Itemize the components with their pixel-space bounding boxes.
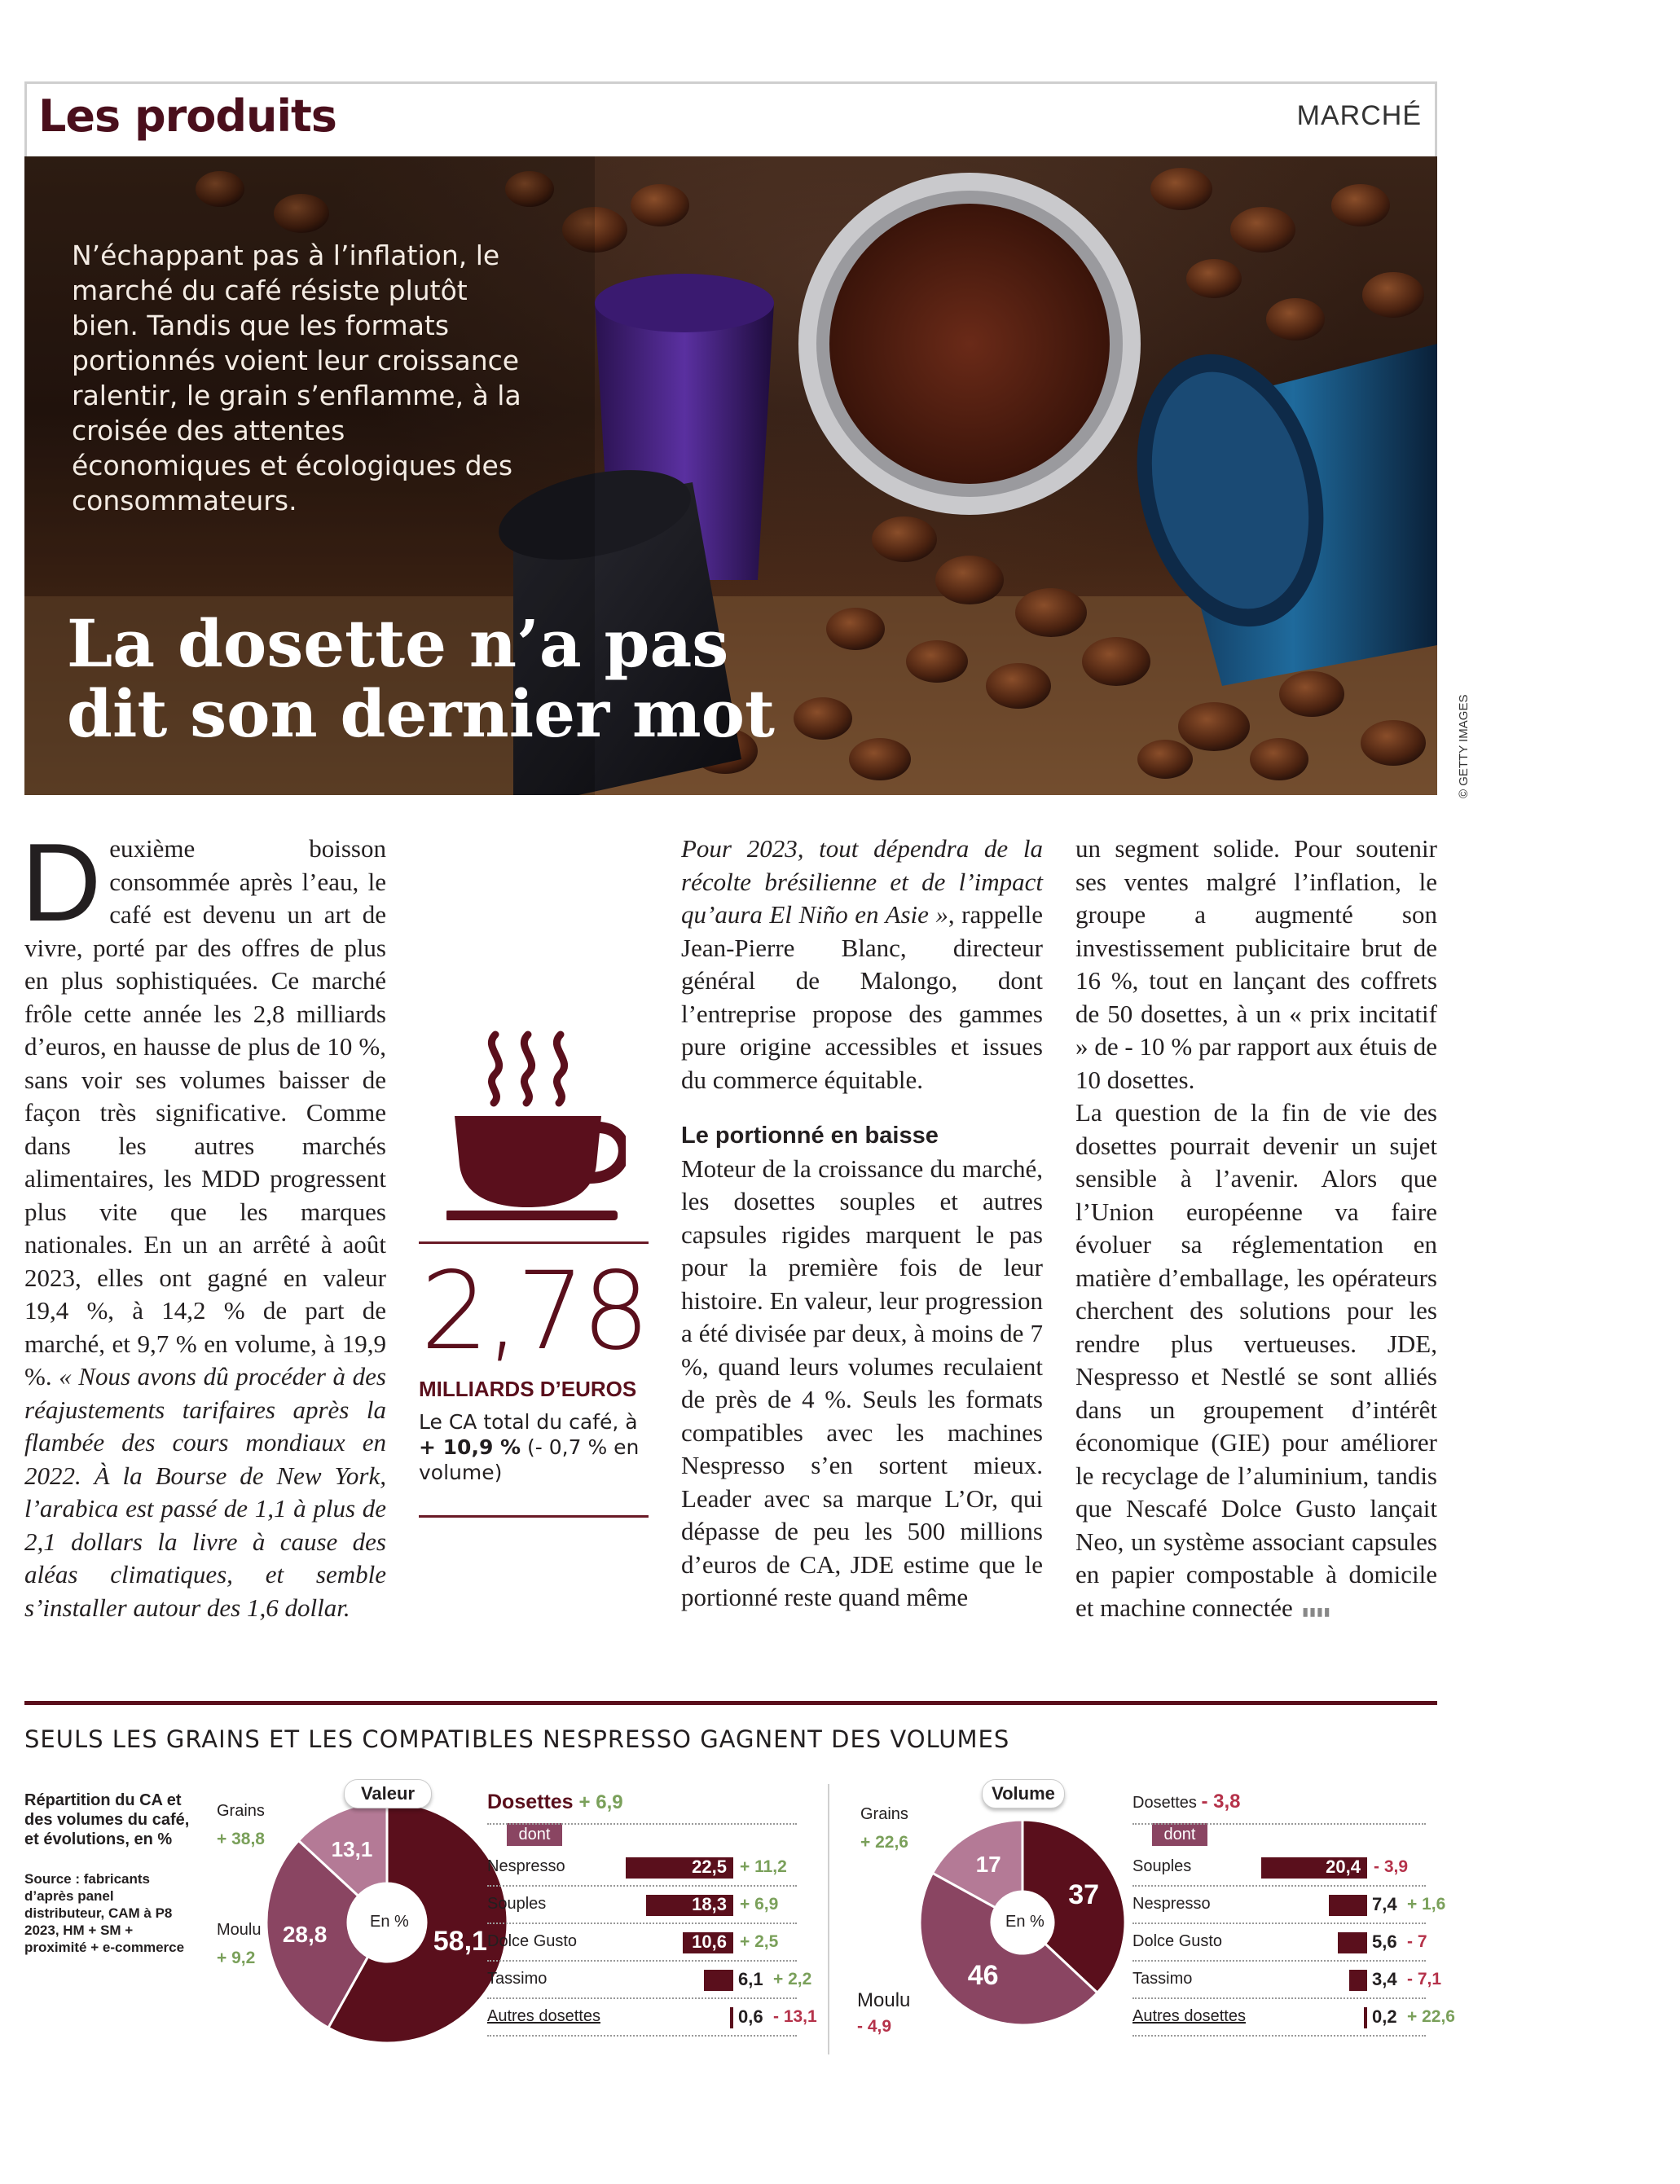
bar-label: Tassimo [487,1970,548,1988]
stat-desc-post: (- 0,7 % en volume) [419,1435,640,1484]
headline-line-2: dit son dernier mot [67,675,775,752]
bar [730,2007,733,2028]
dotted-rule [1132,1823,1426,1825]
volume-panel [839,1776,1455,2061]
bar-change: + 2,2 [773,1970,812,1988]
drop-cap: D [21,820,102,944]
stat-desc-bold: + 10,9 % [419,1435,521,1459]
change-grains: + 38,8 [217,1830,265,1848]
article-column-1 [21,820,386,1624]
bar-label: Souples [1132,1857,1192,1875]
section-header [24,81,1437,156]
donut-value-dosettes: 37 [1068,1879,1100,1911]
infographic-source: Source : fabricants d’après panel distributeur, CAM à P8 2023, HM + SM + proximité + e-commerce [24,1871,185,1955]
stat-description [419,1409,649,1485]
bar [1329,1895,1367,1916]
bar-label: Autres dosettes [487,2007,600,2025]
bar-value: 20,4 [1326,1857,1361,1877]
bar-label: Nespresso [487,1857,565,1875]
value-panel [204,1776,815,2061]
donut-center-label: En % [1005,1913,1045,1931]
key-figure-box [419,1018,649,1523]
dotted-rule [487,1960,797,1962]
donut-value-grains: 13,1 [331,1836,373,1861]
article-paragraph: Moteur de la croissance du marché, les dosettes souples et autres capsules rigides marquent le pas pour la première fois de leur histoire. En valeur, leur progression a été divisée par deux, à moins de 7 %, quand leurs volumes reculaient de près de 4 %. Seuls les formats compatibles avec les machines Nespresso s’en sortent mieux. Leader avec sa marque L’Or, qui dépasse de peu les 500 millions d’euros de CA, JDE estime que le portionné reste quand même [681,1154,1043,1611]
bar-value: 10,6 [692,1931,727,1952]
dotted-rule [1132,1960,1426,1962]
change-moulu: + 9,2 [217,1949,256,1967]
chart-title-pill: Valeur [344,1779,432,1808]
bar-value: 7,4 [1372,1894,1397,1914]
bar [704,1970,733,1991]
bar-value: 5,6 [1372,1931,1397,1952]
change-dosettes: - 3,8 [1201,1791,1241,1813]
dotted-rule [487,2035,797,2037]
donut-value-moulu: 28,8 [282,1921,328,1947]
donut-value-moulu: 46 [967,1959,999,1991]
bar-value: 3,4 [1372,1969,1397,1989]
bar-change: + 1,6 [1407,1895,1446,1914]
dotted-rule [487,1823,797,1825]
article-paragraph: un segment solide. Pour soutenir ses ventes malgré l’inflation, le groupe a augmenté son investissement publicitaire brut de 16 %, tout en lançant des coffrets de 50 dosettes, à un « prix incitatif » de - 10 % par rapport aux étuis de 10 dosettes. [1075,834,1437,1094]
bar-value: 6,1 [738,1969,763,1989]
stat-desc-pre: Le CA total du café, à [419,1410,638,1434]
infographic-title: SEULS LES GRAINS ET LES COMPATIBLES NESPRESSO GAGNENT DES VOLUMES [24,1725,1010,1753]
bar-change: - 3,9 [1374,1857,1409,1876]
bar-value: 0,2 [1372,2006,1397,2027]
bar-label: Nespresso [1132,1895,1211,1913]
bar-change: - 13,1 [773,2007,817,2026]
subheading: Le portionné en baisse [681,1123,939,1149]
bar-value: 22,5 [692,1857,727,1877]
end-of-article-icon: ▮▮▮▮ [1300,1602,1330,1620]
label-dosettes [487,1791,623,1814]
bar [1349,1970,1367,1991]
stat-number: 2,78 [420,1249,647,1374]
dotted-rule [1132,1997,1426,1999]
dont-tag: dont [507,1823,562,1846]
bar [1364,2007,1367,2028]
label-grains: Grains [860,1805,908,1823]
article-column-3 [681,833,1043,1615]
coffee-cup-icon [446,1018,626,1222]
bar-change: + 22,6 [1407,2007,1455,2026]
dotted-rule [487,1923,797,1924]
label-dosettes [1132,1791,1241,1813]
bar-label: Dolce Gusto [487,1932,578,1950]
article-quote: « Nous avons dû procéder à des réajustements tarifaires après la flambée des cours mondiaux en 2022. À la Bourse de New York, l’arabica est passé de 1,1 à plus de 2,1 dollars la livre à cause des aléas climatiques, et semble s’installer autour des 1,6 dollar. [24,1362,386,1622]
photo-credit [1442,694,1471,798]
article-quote-end: Pour 2023, tout dépendra de la récolte brésilienne et de l’impact qu’aura El Niño en Asie » [681,834,1043,929]
article-column-4 [1075,833,1437,1628]
dosettes-name: Dosettes [1132,1794,1202,1812]
dotted-rule [487,1885,797,1887]
bar-change: + 11,2 [740,1857,787,1876]
dont-tag: dont [1152,1823,1207,1846]
bar-value: 0,6 [738,2006,763,2027]
bar [1338,1932,1367,1953]
dotted-rule [487,1997,797,1999]
change-dosettes: + 6,9 [578,1791,623,1813]
bar-label: Dolce Gusto [1132,1932,1223,1950]
label-moulu: Moulu [217,1921,262,1939]
article-paragraph-last [1075,1096,1437,1628]
label-grains: Grains [217,1802,265,1820]
hero-image [24,156,1437,795]
bar-change: + 6,9 [740,1895,779,1914]
article-headline [67,605,800,752]
bar-label: Tassimo [1132,1970,1193,1988]
hero-intro: N’échappant pas à l’inflation, le marché du café résiste plutôt bien. Tandis que les formats portionnés voient leur croissance ralentir, le grain s’enflamme, à la croisée des attentes économiques et écologiques des consommateurs. [72,239,521,516]
change-grains: + 22,6 [860,1833,908,1852]
donut-center-label: En % [370,1913,409,1931]
photo-credit-text: © GETTY IMAGES [1457,694,1471,798]
donut-value-grains: 17 [975,1851,1001,1877]
bar-change: - 7,1 [1407,1970,1442,1988]
article-paragraph-text: La question de la fin de vie des dosettes pourrait devenir un sujet sensible à l’avenir. Alors que l’Union européenne va faire évoluer sa réglementation en matière d’emballage, les opérateurs cherchent des solutions pour les rendre plus vertueuses. JDE, Nespresso et Nestlé se sont alliés dans un groupement d’intérêt économique (GIE) pour améliorer le recyclage de l’aluminium, tandis que Nescafé Dolce Gusto lançait Neo, un système associant capsules en papier compostable à domicile et machine connectée [1075,1098,1437,1622]
bar-label: Autres dosettes [1132,2007,1246,2025]
bar-change: - 7 [1407,1932,1427,1951]
article-paragraph: euxième boisson consommée après l’eau, le café est devenu un art de vivre, porté par des offres de plus en plus sophistiquées. Ce marché frôle cette année les 2,8 milliards d’euros, en hausse de plus de 10 %, sans voir ses volumes baisser de façon très significative. Comme dans les autres marchés alimentaires, les MDD progressent plus vite que les marques nationales. En un an arrêté à août 2023, elles ont gagné en valeur 19,4 %, à 14,2 % de part de marché, et 9,7 % en volume, à 19,9 %. [24,834,386,1391]
stat-rule-bottom [419,1515,649,1518]
section-tag: MARCHÉ [1296,100,1422,131]
infographic-legend: Répartition du CA et des volumes du café, et évolutions, en % [24,1791,190,1848]
stat-unit: MILLIARDS D’EUROS [419,1377,637,1401]
headline-line-1: La dosette n’a pas [67,605,729,682]
donut-value-dosettes: 58,1 [433,1926,487,1958]
panel-divider [828,1784,829,2054]
bar-label: Souples [487,1895,547,1913]
dotted-rule [1132,2035,1426,2037]
infographic-rule [24,1701,1437,1705]
dotted-rule [1132,1923,1426,1924]
chart-title-pill: Volume [982,1779,1065,1808]
bar-value: 18,3 [692,1894,727,1914]
bar-change: + 2,5 [740,1932,779,1951]
label-moulu: Moulu [857,1989,911,2011]
change-moulu: - 4,9 [857,2017,892,2036]
dosettes-name: Dosettes [487,1791,579,1813]
dotted-rule [1132,1885,1426,1887]
stat-rule-top [419,1241,649,1244]
section-title: Les produits [38,90,336,142]
article-paragraph: , rappelle Jean-Pierre Blanc, directeur général de Malongo, dont l’entreprise propose des gammes pure origine accessibles et issues du commerce équitable. [681,900,1044,1094]
